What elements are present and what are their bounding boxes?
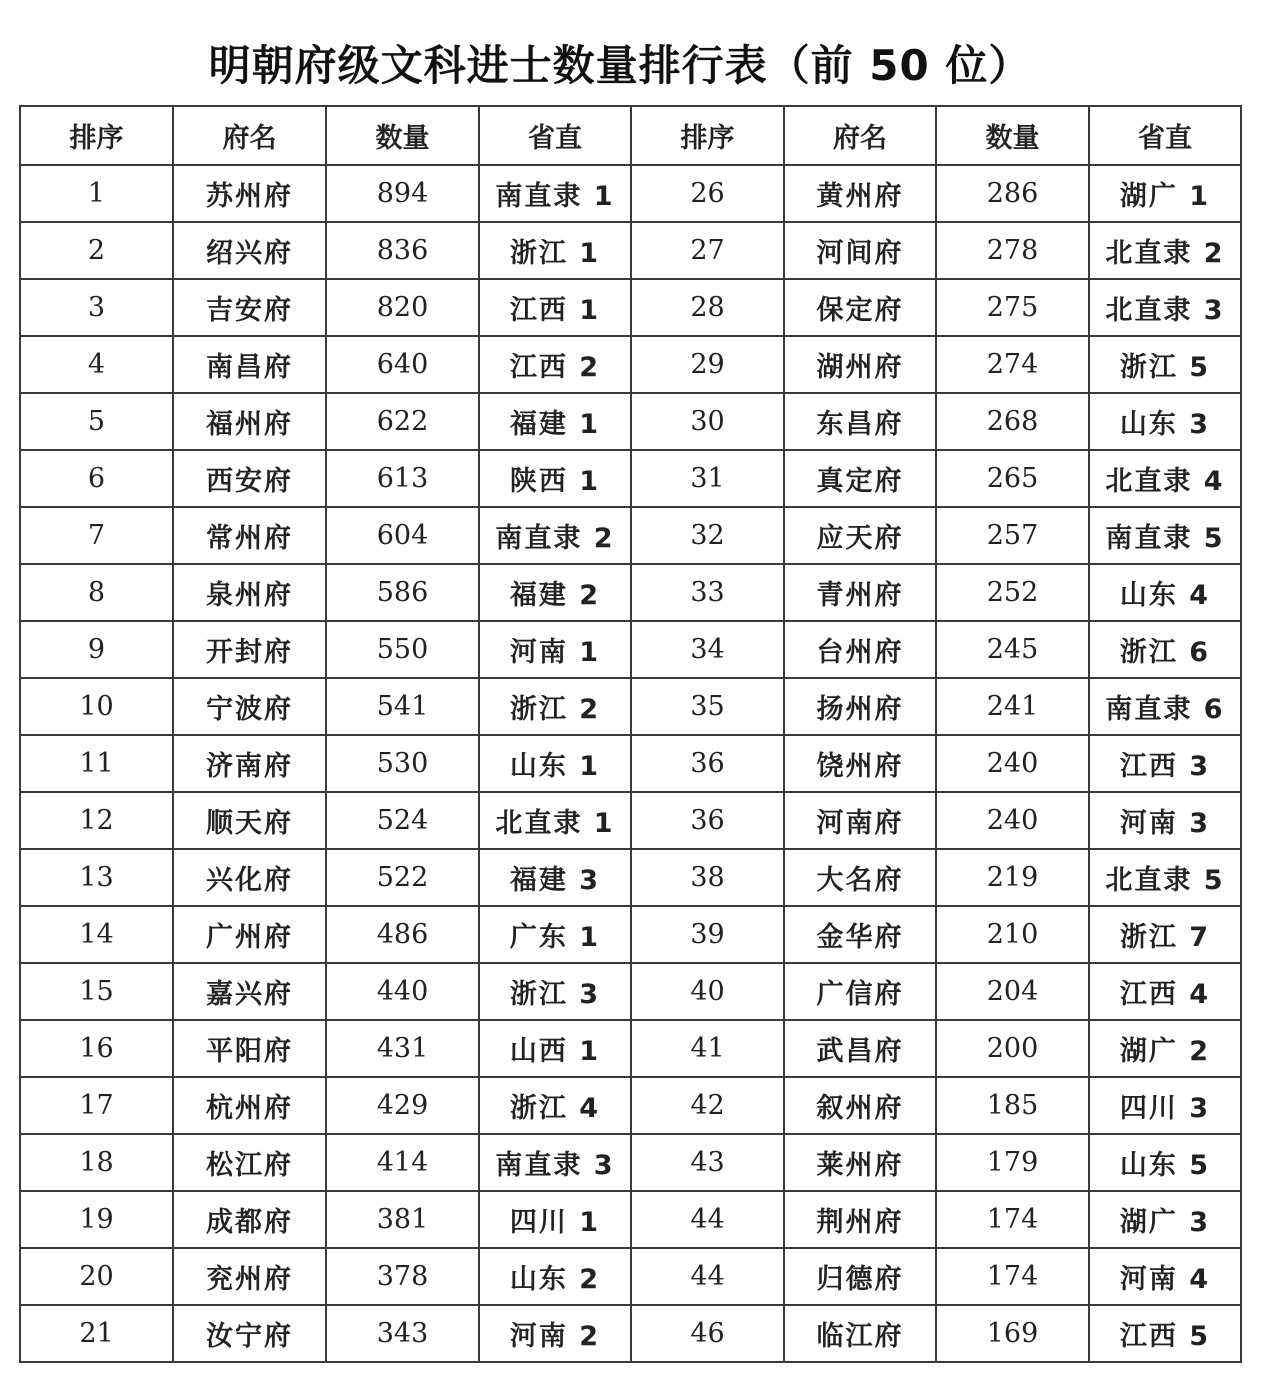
- cell-province-left: 广东 1: [479, 906, 631, 963]
- cell-prefecture-right: 大名府: [784, 849, 936, 906]
- table-row: [20, 222, 1241, 279]
- cell-count-right: 219: [936, 849, 1089, 906]
- cell-prefecture-left: 广州府: [173, 906, 326, 963]
- cell-prefecture-left: 济南府: [173, 735, 326, 792]
- cell-prefecture-right: 广信府: [784, 963, 936, 1020]
- table-row: [20, 621, 1241, 678]
- table-row: [20, 963, 1241, 1020]
- cell-prefecture-right: 真定府: [784, 450, 936, 507]
- cell-count-left: 836: [326, 222, 479, 279]
- cell-count-left: 378: [326, 1248, 479, 1305]
- cell-prefecture-right: 青州府: [784, 564, 936, 621]
- cell-prefecture-right: 保定府: [784, 279, 936, 336]
- header-prefecture-right: 府名: [784, 106, 936, 165]
- cell-province-right: 山东 4: [1089, 564, 1241, 621]
- cell-count-left: 894: [326, 165, 479, 222]
- cell-prefecture-right: 黄州府: [784, 165, 936, 222]
- cell-prefecture-right: 河南府: [784, 792, 936, 849]
- table-row: [20, 735, 1241, 792]
- cell-count-right: 274: [936, 336, 1089, 393]
- cell-count-left: 431: [326, 1020, 479, 1077]
- cell-province-left: 福建 1: [479, 393, 631, 450]
- cell-province-right: 河南 4: [1089, 1248, 1241, 1305]
- cell-count-right: 278: [936, 222, 1089, 279]
- cell-count-right: 240: [936, 792, 1089, 849]
- cell-province-left: 浙江 1: [479, 222, 631, 279]
- cell-province-right: 南直隶 5: [1089, 507, 1241, 564]
- cell-rank-left: 13: [20, 849, 173, 906]
- cell-prefecture-left: 汝宁府: [173, 1305, 326, 1362]
- cell-rank-left: 11: [20, 735, 173, 792]
- cell-province-right: 山东 5: [1089, 1134, 1241, 1191]
- cell-province-right: 湖广 3: [1089, 1191, 1241, 1248]
- cell-prefecture-left: 兖州府: [173, 1248, 326, 1305]
- table-row: [20, 1305, 1241, 1362]
- cell-count-left: 486: [326, 906, 479, 963]
- cell-province-right: 江西 4: [1089, 963, 1241, 1020]
- cell-prefecture-left: 平阳府: [173, 1020, 326, 1077]
- cell-rank-left: 15: [20, 963, 173, 1020]
- cell-province-right: 河南 3: [1089, 792, 1241, 849]
- cell-count-left: 640: [326, 336, 479, 393]
- cell-count-left: 440: [326, 963, 479, 1020]
- cell-province-left: 浙江 2: [479, 678, 631, 735]
- cell-count-right: 185: [936, 1077, 1089, 1134]
- header-rank-left: 排序: [20, 106, 173, 165]
- cell-prefecture-left: 泉州府: [173, 564, 326, 621]
- cell-province-right: 南直隶 6: [1089, 678, 1241, 735]
- header-rank-right: 排序: [631, 106, 784, 165]
- cell-count-left: 820: [326, 279, 479, 336]
- cell-count-right: 268: [936, 393, 1089, 450]
- table-row: [20, 165, 1241, 222]
- table-row: [20, 450, 1241, 507]
- cell-count-right: 210: [936, 906, 1089, 963]
- cell-rank-right: 39: [631, 906, 784, 963]
- cell-rank-left: 5: [20, 393, 173, 450]
- cell-count-right: 241: [936, 678, 1089, 735]
- cell-count-right: 257: [936, 507, 1089, 564]
- cell-count-left: 541: [326, 678, 479, 735]
- cell-prefecture-left: 常州府: [173, 507, 326, 564]
- cell-rank-left: 4: [20, 336, 173, 393]
- header-prefecture-left: 府名: [173, 106, 326, 165]
- cell-rank-right: 26: [631, 165, 784, 222]
- cell-rank-right: 28: [631, 279, 784, 336]
- cell-count-right: 179: [936, 1134, 1089, 1191]
- cell-count-right: 275: [936, 279, 1089, 336]
- cell-rank-left: 1: [20, 165, 173, 222]
- cell-rank-left: 2: [20, 222, 173, 279]
- cell-rank-right: 46: [631, 1305, 784, 1362]
- cell-rank-left: 7: [20, 507, 173, 564]
- cell-count-left: 586: [326, 564, 479, 621]
- header-count-right: 数量: [936, 106, 1089, 165]
- cell-rank-left: 17: [20, 1077, 173, 1134]
- cell-prefecture-right: 湖州府: [784, 336, 936, 393]
- cell-count-left: 613: [326, 450, 479, 507]
- cell-rank-right: 30: [631, 393, 784, 450]
- cell-province-right: 浙江 7: [1089, 906, 1241, 963]
- cell-province-left: 南直隶 1: [479, 165, 631, 222]
- cell-rank-left: 12: [20, 792, 173, 849]
- cell-prefecture-left: 杭州府: [173, 1077, 326, 1134]
- cell-rank-left: 6: [20, 450, 173, 507]
- cell-province-left: 福建 3: [479, 849, 631, 906]
- cell-rank-right: 36: [631, 735, 784, 792]
- cell-prefecture-right: 莱州府: [784, 1134, 936, 1191]
- cell-count-left: 522: [326, 849, 479, 906]
- table-row: [20, 678, 1241, 735]
- cell-count-left: 622: [326, 393, 479, 450]
- cell-count-left: 343: [326, 1305, 479, 1362]
- cell-province-left: 南直隶 3: [479, 1134, 631, 1191]
- cell-count-left: 530: [326, 735, 479, 792]
- cell-count-left: 414: [326, 1134, 479, 1191]
- cell-prefecture-right: 归德府: [784, 1248, 936, 1305]
- cell-rank-right: 44: [631, 1191, 784, 1248]
- cell-province-left: 北直隶 1: [479, 792, 631, 849]
- page-title: 明朝府级文科进士数量排行表（前 50 位）: [208, 41, 1032, 90]
- cell-province-right: 湖广 2: [1089, 1020, 1241, 1077]
- cell-province-left: 四川 1: [479, 1191, 631, 1248]
- cell-rank-left: 10: [20, 678, 173, 735]
- cell-prefecture-left: 嘉兴府: [173, 963, 326, 1020]
- cell-count-right: 265: [936, 450, 1089, 507]
- table-row: [20, 849, 1241, 906]
- cell-province-right: 湖广 1: [1089, 165, 1241, 222]
- cell-province-left: 福建 2: [479, 564, 631, 621]
- cell-count-right: 200: [936, 1020, 1089, 1077]
- cell-province-left: 河南 2: [479, 1305, 631, 1362]
- table-row: [20, 1191, 1241, 1248]
- table-row: [20, 336, 1241, 393]
- cell-count-right: 240: [936, 735, 1089, 792]
- cell-prefecture-right: 台州府: [784, 621, 936, 678]
- cell-prefecture-left: 松江府: [173, 1134, 326, 1191]
- cell-rank-right: 36: [631, 792, 784, 849]
- cell-prefecture-left: 苏州府: [173, 165, 326, 222]
- table-row: [20, 1134, 1241, 1191]
- cell-rank-left: 14: [20, 906, 173, 963]
- cell-province-right: 北直隶 2: [1089, 222, 1241, 279]
- cell-prefecture-left: 开封府: [173, 621, 326, 678]
- cell-province-left: 山东 2: [479, 1248, 631, 1305]
- header-province-right: 省直: [1089, 106, 1241, 165]
- cell-prefecture-right: 饶州府: [784, 735, 936, 792]
- cell-rank-right: 42: [631, 1077, 784, 1134]
- cell-rank-right: 29: [631, 336, 784, 393]
- cell-count-right: 252: [936, 564, 1089, 621]
- cell-prefecture-right: 武昌府: [784, 1020, 936, 1077]
- cell-rank-right: 33: [631, 564, 784, 621]
- cell-rank-left: 8: [20, 564, 173, 621]
- cell-rank-right: 35: [631, 678, 784, 735]
- cell-prefecture-left: 绍兴府: [173, 222, 326, 279]
- cell-prefecture-right: 临江府: [784, 1305, 936, 1362]
- cell-province-left: 陕西 1: [479, 450, 631, 507]
- cell-prefecture-left: 西安府: [173, 450, 326, 507]
- table-row: [20, 564, 1241, 621]
- cell-province-left: 江西 1: [479, 279, 631, 336]
- cell-prefecture-left: 南昌府: [173, 336, 326, 393]
- cell-province-left: 浙江 3: [479, 963, 631, 1020]
- table-body: [20, 165, 1241, 1362]
- header-row: [20, 106, 1241, 165]
- cell-prefecture-left: 成都府: [173, 1191, 326, 1248]
- cell-province-right: 四川 3: [1089, 1077, 1241, 1134]
- cell-rank-left: 9: [20, 621, 173, 678]
- cell-province-left: 山东 1: [479, 735, 631, 792]
- header-province-left: 省直: [479, 106, 631, 165]
- table-row: [20, 1020, 1241, 1077]
- cell-rank-left: 20: [20, 1248, 173, 1305]
- cell-count-left: 524: [326, 792, 479, 849]
- cell-province-left: 浙江 4: [479, 1077, 631, 1134]
- cell-province-right: 江西 3: [1089, 735, 1241, 792]
- cell-province-right: 北直隶 5: [1089, 849, 1241, 906]
- cell-province-right: 北直隶 4: [1089, 450, 1241, 507]
- cell-prefecture-left: 吉安府: [173, 279, 326, 336]
- cell-province-left: 南直隶 2: [479, 507, 631, 564]
- cell-prefecture-left: 福州府: [173, 393, 326, 450]
- cell-rank-right: 38: [631, 849, 784, 906]
- cell-prefecture-left: 宁波府: [173, 678, 326, 735]
- cell-province-left: 河南 1: [479, 621, 631, 678]
- cell-prefecture-right: 荆州府: [784, 1191, 936, 1248]
- cell-count-right: 286: [936, 165, 1089, 222]
- cell-count-right: 169: [936, 1305, 1089, 1362]
- cell-count-right: 174: [936, 1248, 1089, 1305]
- table-row: [20, 906, 1241, 963]
- cell-prefecture-right: 东昌府: [784, 393, 936, 450]
- table-row: [20, 1248, 1241, 1305]
- cell-rank-left: 19: [20, 1191, 173, 1248]
- table-row: [20, 393, 1241, 450]
- cell-rank-right: 32: [631, 507, 784, 564]
- cell-province-left: 江西 2: [479, 336, 631, 393]
- cell-rank-right: 44: [631, 1248, 784, 1305]
- cell-rank-right: 34: [631, 621, 784, 678]
- cell-rank-left: 3: [20, 279, 173, 336]
- cell-count-right: 204: [936, 963, 1089, 1020]
- cell-rank-left: 16: [20, 1020, 173, 1077]
- cell-prefecture-right: 河间府: [784, 222, 936, 279]
- cell-prefecture-right: 叙州府: [784, 1077, 936, 1134]
- cell-rank-right: 40: [631, 963, 784, 1020]
- cell-prefecture-right: 金华府: [784, 906, 936, 963]
- cell-rank-right: 27: [631, 222, 784, 279]
- table-row: [20, 279, 1241, 336]
- cell-rank-right: 41: [631, 1020, 784, 1077]
- cell-count-left: 429: [326, 1077, 479, 1134]
- cell-rank-right: 43: [631, 1134, 784, 1191]
- cell-prefecture-left: 兴化府: [173, 849, 326, 906]
- table-row: [20, 1077, 1241, 1134]
- cell-province-right: 北直隶 3: [1089, 279, 1241, 336]
- cell-province-right: 浙江 6: [1089, 621, 1241, 678]
- cell-count-left: 604: [326, 507, 479, 564]
- cell-rank-left: 21: [20, 1305, 173, 1362]
- cell-prefecture-right: 扬州府: [784, 678, 936, 735]
- cell-count-left: 381: [326, 1191, 479, 1248]
- cell-count-right: 245: [936, 621, 1089, 678]
- cell-province-left: 山西 1: [479, 1020, 631, 1077]
- ranking-table: [19, 105, 1242, 1363]
- table-header: [20, 106, 1241, 165]
- cell-province-right: 山东 3: [1089, 393, 1241, 450]
- header-count-left: 数量: [326, 106, 479, 165]
- cell-count-left: 550: [326, 621, 479, 678]
- cell-rank-left: 18: [20, 1134, 173, 1191]
- cell-prefecture-right: 应天府: [784, 507, 936, 564]
- cell-province-right: 浙江 5: [1089, 336, 1241, 393]
- cell-prefecture-left: 顺天府: [173, 792, 326, 849]
- cell-rank-right: 31: [631, 450, 784, 507]
- table-row: [20, 792, 1241, 849]
- cell-province-right: 江西 5: [1089, 1305, 1241, 1362]
- cell-count-right: 174: [936, 1191, 1089, 1248]
- table-row: [20, 507, 1241, 564]
